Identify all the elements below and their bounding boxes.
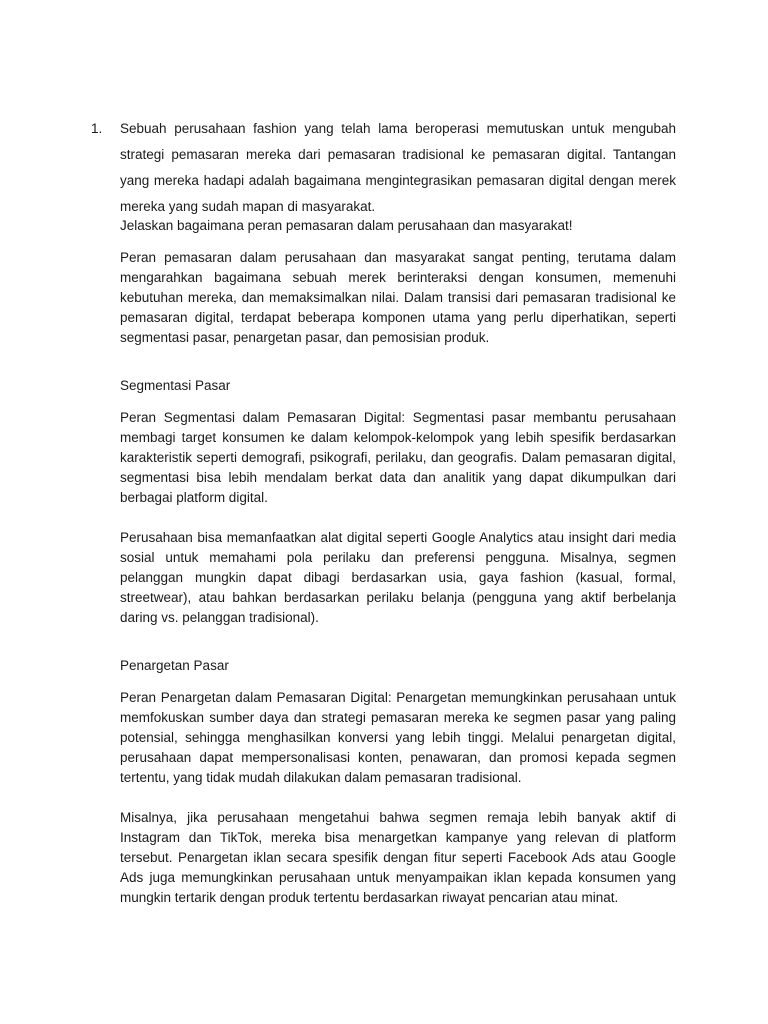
segmentasi-paragraph-1: Peran Segmentasi dalam Pemasaran Digital: Segmentasi pasar membantu perusahaan membagi target konsumen ke dalam kelompok-kelompok yang lebih spesifik berdasarkan karakteristik seperti demografi, psikografi, perilaku, dan geografis. Dalam pemasaran digital, segmentasi bisa lebih mendalam berkat data dan analitik yang dapat dikumpulkan dari berbagai platform digital. xyxy=(120,410,676,505)
question-text: Sebuah perusahaan fashion yang telah lama beroperasi memutuskan untuk mengubah strategi pemasaran mereka dari pemasaran tradisional ke pemasaran digital. Tantangan yang mereka hadapi adalah bagaimana mengintegrasikan pemasaran digital dengan merek mereka yang sudah mapan di masyarakat. xyxy=(120,121,676,214)
penargetan-paragraph-2: Misalnya, jika perusahaan mengetahui bahwa segmen remaja lebih banyak aktif di Instagram dan TikTok, mereka bisa menargetkan kampanye yang relevan di platform tersebut. Penargetan iklan secara spesifik dengan fitur seperti Facebook Ads atau Google Ads juga memungkinkan perusahaan untuk menyampaikan iklan kepada konsumen yang mungkin tertarik dengan produk tertentu berdasarkan riwayat pencarian atau minat. xyxy=(120,810,676,905)
question-number: 1. xyxy=(91,121,103,136)
segmentasi-paragraph-2: Perusahaan bisa memanfaatkan alat digital seperti Google Analytics atau insight dari media sosial untuk memahami pola perilaku dan preferensi pengguna. Misalnya, segmen pelanggan mungkin dapat dibagi berdasarkan usia, gaya fashion (kasual, formal, streetwear), atau bahkan berdasarkan perilaku belanja (pengguna yang aktif berbelanja daring vs. pelanggan tradisional). xyxy=(120,530,676,625)
penargetan-paragraph-1: Peran Penargetan dalam Pemasaran Digital: Penargetan memungkinkan perusahaan untuk memfokuskan sumber daya dan strategi pemasaran mereka ke segmen pasar yang paling potensial, sehingga menghasilkan konversi yang lebih tinggi. Melalui penargetan digital, perusahaan dapat mempersonalisasi konten, penawaran, dan promosi kepada segmen tertentu, yang tidak mudah dilakukan dalam pemasaran tradisional. xyxy=(120,690,676,785)
intro-paragraph: Peran pemasaran dalam perusahaan dan masyarakat sangat penting, terutama dalam mengarahkan bagaimana sebuah merek berinteraksi dengan konsumen, memenuhi kebutuhan mereka, dan memaksimalkan nilai. Dalam transisi dari pemasaran tradisional ke pemasaran digital, terdapat beberapa komponen utama yang perlu diperhatikan, seperti segmentasi pasar, penargetan pasar, dan pemosisian produk. xyxy=(120,250,676,345)
section-heading-segmentasi: Segmentasi Pasar xyxy=(120,378,231,393)
question-instruction: Jelaskan bagaimana peran pemasaran dalam perusahaan dan masyarakat! xyxy=(120,218,573,233)
section-heading-penargetan: Penargetan Pasar xyxy=(120,658,229,673)
answer-content xyxy=(120,216,676,908)
question-block xyxy=(88,116,676,220)
